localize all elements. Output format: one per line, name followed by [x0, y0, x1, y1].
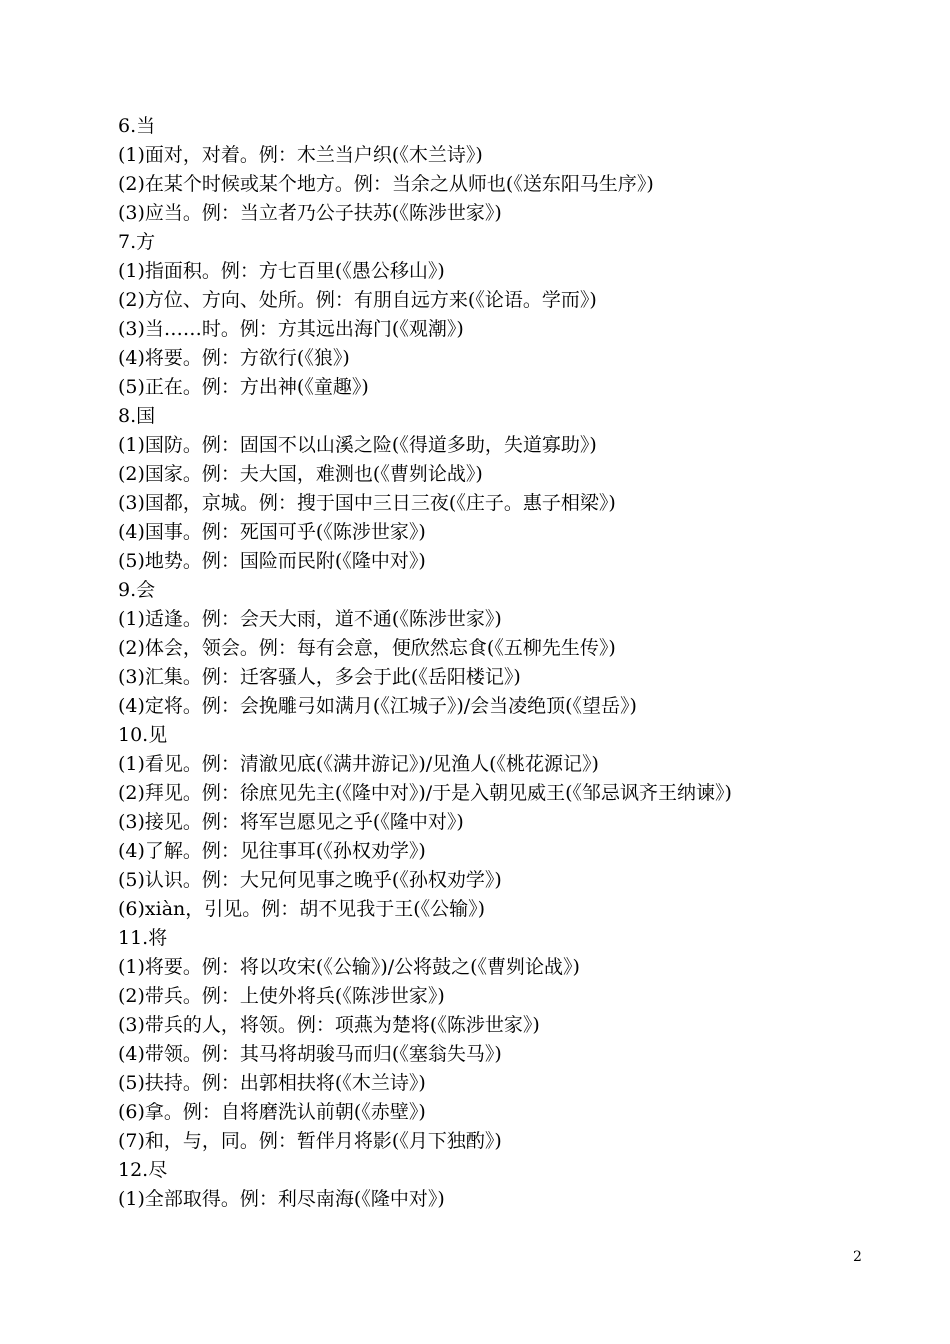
definition-line: (1)看见。例：清澈见底(《满井游记》)/见渔人(《桃花源记》) — [118, 753, 599, 775]
definition-line: (2)国家。例：夫大国，难测也(《曹刿论战》) — [118, 463, 483, 485]
definition-line: (2)拜见。例：徐庶见先主(《隆中对》)/于是入朝见威王(《邹忌讽齐王纳谏》) — [118, 782, 732, 804]
definition-line: (2)带兵。例：上使外将兵(《陈涉世家》) — [118, 985, 445, 1007]
definition-line: (1)适逢。例：会天大雨，道不通(《陈涉世家》) — [118, 608, 502, 630]
document-body — [118, 112, 918, 1214]
definition-line: (5)正在。例：方出神(《童趣》) — [118, 376, 369, 398]
definition-line: (4)将要。例：方欲行(《狼》) — [118, 347, 350, 369]
definition-line: (1)国防。例：固国不以山溪之险(《得道多助，失道寡助》) — [118, 434, 597, 456]
definition-line: (3)当……时。例：方其远出海门(《观潮》) — [118, 318, 464, 340]
definition-line: (2)在某个时候或某个地方。例：当余之从师也(《送东阳马生序》) — [118, 173, 654, 195]
definition-line: (1)将要。例：将以攻宋(《公输》)/公将鼓之(《曹刿论战》) — [118, 956, 580, 978]
page-number: 2 — [853, 1249, 862, 1265]
definition-line: (4)定将。例：会挽雕弓如满月(《江城子》)/会当凌绝顶(《望岳》) — [118, 695, 637, 717]
definition-line: (3)带兵的人，将领。例：项燕为楚将(《陈涉世家》) — [118, 1014, 540, 1036]
definition-line: (5)扶持。例：出郭相扶将(《木兰诗》) — [118, 1072, 426, 1094]
definition-line: (6)xiàn，引见。例：胡不见我于王(《公输》) — [118, 898, 486, 920]
heading-8: 8.国 — [118, 405, 156, 427]
definition-line: (3)汇集。例：迁客骚人，多会于此(《岳阳楼记》) — [118, 666, 521, 688]
heading-11: 11.将 — [118, 927, 168, 949]
heading-12: 12.尽 — [118, 1159, 168, 1181]
definition-line: (1)指面积。例：方七百里(《愚公移山》) — [118, 260, 445, 282]
definition-line: (1)全部取得。例：利尽南海(《隆中对》) — [118, 1188, 445, 1210]
definition-line: (2)体会，领会。例：每有会意，便欣然忘食(《五柳先生传》) — [118, 637, 616, 659]
definition-line: (5)认识。例：大兄何见事之晚乎(《孙权劝学》) — [118, 869, 502, 891]
definition-line: (2)方位、方向、处所。例：有朋自远方来(《论语。学而》) — [118, 289, 597, 311]
definition-line: (5)地势。例：国险而民附(《隆中对》) — [118, 550, 426, 572]
heading-7: 7.方 — [118, 231, 156, 253]
definition-line: (6)拿。例：自将磨洗认前朝(《赤壁》) — [118, 1101, 426, 1123]
definition-line: (1)面对，对着。例：木兰当户织(《木兰诗》) — [118, 144, 483, 166]
heading-6: 6.当 — [118, 115, 156, 137]
definition-line: (3)国都，京城。例：搜于国中三日三夜(《庄子。惠子相梁》) — [118, 492, 616, 514]
definition-line: (3)应当。例：当立者乃公子扶苏(《陈涉世家》) — [118, 202, 502, 224]
definition-line: (4)带领。例：其马将胡骏马而归(《塞翁失马》) — [118, 1043, 502, 1065]
heading-10: 10.见 — [118, 724, 168, 746]
definition-line: (3)接见。例：将军岂愿见之乎(《隆中对》) — [118, 811, 464, 833]
definition-line: (4)了解。例：见往事耳(《孙权劝学》) — [118, 840, 426, 862]
definition-line: (4)国事。例：死国可乎(《陈涉世家》) — [118, 521, 426, 543]
heading-9: 9.会 — [118, 579, 156, 601]
definition-line: (7)和，与，同。例：暂伴月将影(《月下独酌》) — [118, 1130, 502, 1152]
